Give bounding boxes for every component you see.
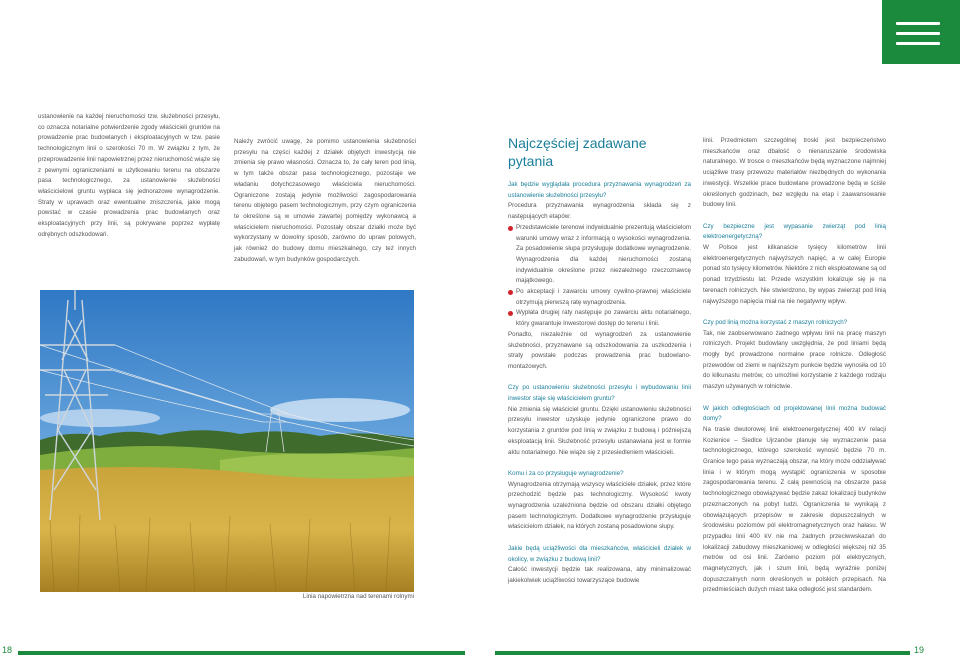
list-item: Przedstawiciele terenowi indywidualnie prezentują właścicielom warunki umowy wraz z informacją o wysokości wynagrodzenia. Za posadowienie słupa przysługuje dodatkowe wynagrodzenie. Wynagrodzenia dla każdej nieruchomości zostaną indywidualnie określone przez niezależnego rzeczoznawcę majątkowego. [508,223,691,287]
question-heading: Czy bezpieczne jest wypasanie zwierząt pod linią elektroenergetyczną? [703,222,886,241]
answer: Całość inwestycji będzie tak realizowana, aby minimalizować jakiekolwiek uciążliwości towarzyszące budowie [508,566,691,584]
answer: Wynagrodzenia otrzymają wszyscy właściciele działek, przez które przechodzić będzie pas technologiczny. Wysokość kwoty wynagrodzenia uzależniona będzie od obszaru działki objętego pasem technologicznym. Dodatkowe wynagrodzenie przysługuje właścicielom działek, na których zostaną posadowione słupy. [508,480,691,531]
paragraph: ustanowienie na każdej nieruchomości tzw. służebności przesyłu, co oznacza notarialne potwierdzenie zgody właścicieli gruntów na prowadzenie prac budowlanych i eksploatacyjnych w tzw. pasie technologicznym linii o szerokości 70 m. W związku z tym, że przeprowadzenie linii napowietrznej przez nieruchomość wiąże się z pewnymi ograniczeniami w użytkowaniu terenu na obszarze pasa technologicznego, za ustanowienie służebności właścicielowi gruntu wypłaca się jednorazowe wynagrodzenie. Straty w uprawach oraz ewentualne zniszczenia, jakie mogą powstać w czasie prowadzenia prac budowlanych oraz eksploatacyjnych przy linii, są pokrywane poprzez wypłatę odrębnych odszkodowań. [38,113,220,238]
answer: W Polsce jest kilkanaście tysięcy kilometrów linii elektroenergetycznych najwyższych napięć, a w całej Europie ponad sto tysięcy kilometrów. Niektóre z nich eksploatowane są od ponad trzydziestu lat. Przede wszystkim lokalizuje się je na terenach rolniczych. Nie stwierdzono, by wypas zwierząt pod linią najwyższego napięcia miał na nie negatywny wpływ. [703,244,886,305]
question-heading: Jakie będą uciążliwości dla mieszkańców, właścicieli działek w okolicy, w związku z budową linii? [508,544,691,563]
list-item: Po akceptacji i zawarciu umowy cywilno-prawnej właściciele otrzymują pierwszą ratę wynagrodzenia. [508,287,691,308]
text-column-2 [234,137,416,276]
menu-bar-icon [896,42,940,45]
page-number-right: 19 [914,645,925,655]
field-power-line-photo [40,290,414,592]
question-heading: Czy po ustanowieniu służebności przesyłu i wybudowaniu linii inwestor staje się właścicielem gruntu? [508,384,691,403]
answer: Nie zmienia się właściciel gruntu. Dzięki ustanowieniu służebności przesyłu inwestor uzyskuje jedynie ograniczone prawo do korzystania z gruntów pod linią w związku z budową i późniejszą eksploatacją linii. Służebność przesyłu ustanawiana jest w formie aktu notarialnego. Nie wiąże się z przesiedleniem właścicieli. [508,405,691,456]
question-heading: Czy pod linią można korzystać z maszyn rolniczych? [703,318,848,326]
page-number-left: 18 [2,645,13,655]
footer-rule-left [18,651,465,655]
photo-caption: Linia napowietrzna nad terenami rolnymi [302,593,414,600]
answer: Na trasie dwutorowej linii elektroenergetycznej 400 kV relacji Kozienice – Siedlce Ujrzanów planuje się wyznaczenie pasa technologicznego, którego szerokość wynosić będzie 70 m. Granice tego pasa wyznaczają obszar, na który może oddziaływać linia i w którym mogą wystąpić ograniczenia w sposobie zagospodarowania terenu. Z całą pewnością na obszarze pasa technologicznego obowiązywać będzie zakaz lokalizacji budynków przeznaczonych na pobyt ludzi. Ograniczenia te wynikają z obowiązujących przepisów w zakresie dopuszczalnych w środowisku poziomów pól elektromagnetycznych oraz hałasu. W przypadku linii 400 kV nie ma żadnych przeciwwskazań do lokalizacji zabudowy mieszkaniowej w odległości większej niż 35 metrów od osi linii. Zarówno poziom pól elektrycznych, magnetycznych, jak i szum linii, będą wyraźnie poniżej dopuszczalnych norm określonych w polskich przepisach. Na przedmieściach dużych miast taka odległość jest standardem. [703,425,886,594]
paragraph: linii. Przedmiotem szczególnej troski jest bezpieczeństwo mieszkańców oraz dbałość o nienaruszanie środowiska naturalnego. W trosce o mieszkańców będą wyznaczone najmniej uciążliwe trasy przewozu materiałów niezbędnych do wykonania inwestycji. Wszelkie prace budowlane prowadzone będą w ściśle określonych godzinach, bez względu na etap i zaawansowanie budowy linii. [703,137,886,209]
procedure-list [508,223,691,330]
text-column-1 [38,112,220,251]
paragraph: Należy zwrócić uwagę, że pomimo ustanowienia służebności przesyłu na części każdej z działek objętych inwestycją nie zmienia się prawo własności. Oznacza to, że cały teren pod linią, w tym także obszar pasa technologicznego, pozostaje we władaniu dotychczasowego właściciela nieruchomości. Ograniczone zostają jedynie możliwości zagospodarowania terenu objętego pasem technologicznym, przy czym ograniczenia te określone są w umowie zawartej pomiędzy wykonawcą a właścicielem nieruchomości. Pozostały obszar działki może być wykorzystany w dowolny sposób, zarówno do upraw polowych, jak również do budowy domu mieszkalnego, czy też innych zabudowań, w tym budynków gospodarczych. [234,138,416,263]
answer-intro: Procedura przyznawania wynagrodzenia składa się z następujących etapów: [508,202,691,221]
footer-rule-right [495,651,910,655]
list-item: Wypłata drugiej raty następuje po zawarciu aktu notarialnego, który gwarantuje Inwestorowi dostęp do terenu i linii. [508,308,691,329]
text-column-4 [703,136,886,607]
section-title: Najczęściej zadawane pytania [508,135,647,169]
menu-bar-icon [896,22,940,25]
question-heading: Jak będzie wyglądała procedura przyznawania wynagrodzeń za ustanowienie służebności przesyłu? [508,181,691,199]
menu-button[interactable] [882,0,960,64]
question-heading: W jakich odległościach od projektowanej linii można budować domy? [703,404,886,423]
answer: Tak, nie zaobserwowano żadnego wpływu linii na pracę maszyn rolniczych. Projekt budowlany uwzględnia, że pod liniami będą mogły być prowadzone normalne prace rolnicze. Odległość przewodów od ziemi w najniższym punkcie będzie wynosiła od 10 do kilkunastu metrów, co umożliwi korzystanie z każdego rodzaju maszyn używanych w rolnictwie. [703,329,886,391]
menu-bar-icon [896,32,940,35]
question-heading: Komu i za co przysługuje wynagrodzenie? [508,469,624,477]
text-column-3 [508,134,691,597]
paragraph: Ponadto, niezależnie od wynagrodzeń za ustanowienie służebności, przyznawane są odszkodowania za uszkodzenia i straty powstałe podczas prowadzenia prac budowlano-montażowych. [508,330,691,370]
